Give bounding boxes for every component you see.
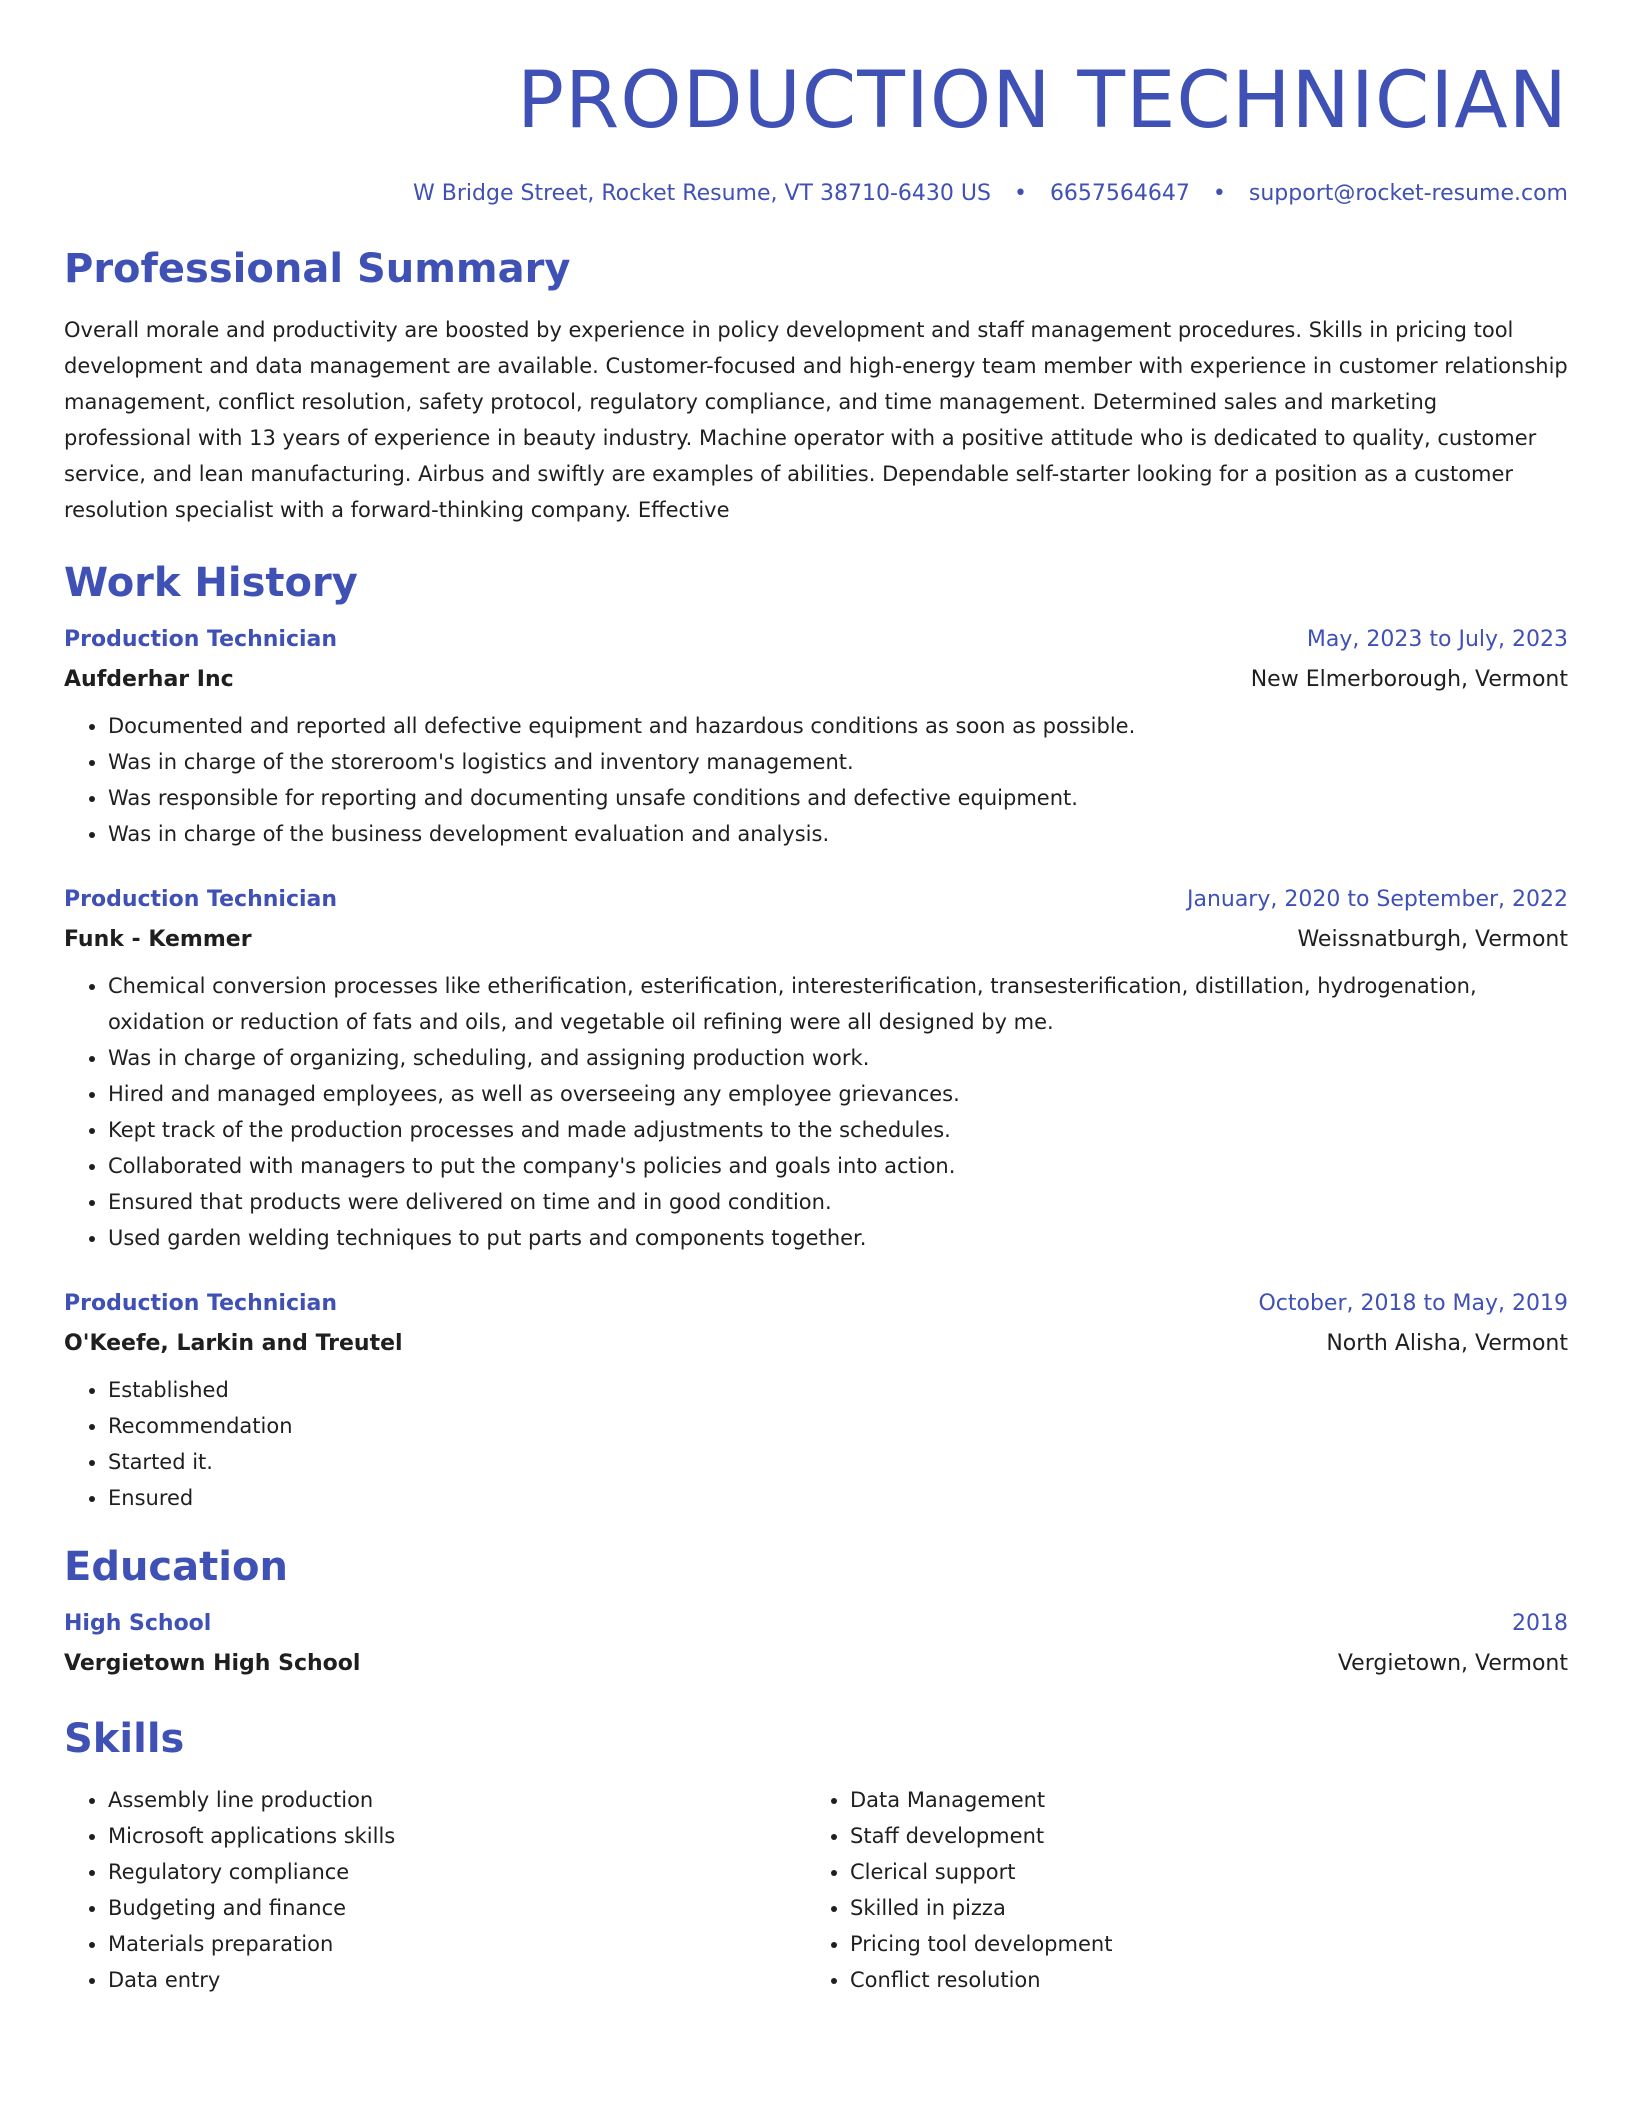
skill-item: • Staff development [850, 1818, 1548, 1854]
job-entry [64, 1290, 1568, 1516]
contact-separator: • [1013, 181, 1027, 206]
skill-item: • Data entry [108, 1962, 806, 1998]
job-entry [64, 626, 1568, 852]
education-entry [64, 1610, 1568, 1678]
job-location: Weissnatburgh, Vermont [1297, 927, 1568, 952]
job-bullet: • Kept track of the production processes and made adjustments to the schedules. [108, 1112, 1568, 1148]
skills-section-title: Skills [64, 1716, 185, 1762]
skills-grid [64, 1782, 1568, 1998]
resume-page [64, 0, 1568, 1998]
skill-item: • Assembly line production [108, 1782, 806, 1818]
contact-email[interactable]: support@rocket-resume.com [1248, 181, 1568, 206]
contact-separator: • [1212, 181, 1226, 206]
skills-list-left [64, 1782, 806, 1998]
skill-item: • Budgeting and finance [108, 1890, 806, 1926]
job-role: Production Technician [64, 887, 338, 912]
job-bullet: • Recommendation [108, 1408, 1568, 1444]
resume-name-heading: PRODUCTION TECHNICIAN [517, 56, 1568, 146]
job-dates: October, 2018 to May, 2019 [1258, 1291, 1568, 1316]
job-bullet: • Documented and reported all defective equipment and hazardous conditions as soon as possible. [108, 708, 1568, 744]
job-bullets [64, 1372, 1568, 1516]
job-dates: May, 2023 to July, 2023 [1306, 627, 1568, 652]
job-company-row [64, 1330, 1568, 1358]
job-location: New Elmerborough, Vermont [1250, 667, 1568, 692]
job-role-row [64, 886, 1568, 914]
job-bullets [64, 708, 1568, 852]
education-school-row [64, 1650, 1568, 1678]
job-location: North Alisha, Vermont [1326, 1331, 1568, 1356]
summary-text: Overall morale and productivity are boosted by experience in policy development and staff management procedures. Skills in pricing tool development and data management are available. Customer-focused and high-energy team member with experience in customer relationship management, conflict resolution, safety protocol, regulatory compliance, and time management. Determined sales and marketing professional with 13 years of experience in beauty industry. Machine operator with a positive attitude who is dedicated to quality, customer service, and lean manufacturing. Airbus and swiftly are examples of abilities. Dependable self-starter looking for a position as a customer resolution specialist with a forward-thinking company. Effective [64, 318, 1568, 522]
skill-item: • Materials preparation [108, 1926, 806, 1962]
job-role: Production Technician [64, 1291, 338, 1316]
education-year: 2018 [1512, 1611, 1568, 1636]
work-history-section-title: Work History [64, 560, 358, 606]
skill-item: • Pricing tool development [850, 1926, 1548, 1962]
job-role-row [64, 626, 1568, 654]
job-bullet: • Hired and managed employees, as well as overseeing any employee grievances. [108, 1076, 1568, 1112]
summary-section-title: Professional Summary [64, 246, 571, 292]
contact-line [64, 180, 1568, 208]
job-company: Funk - Kemmer [64, 927, 252, 952]
job-bullet: • Started it. [108, 1444, 1568, 1480]
job-bullet: • Was in charge of the business development evaluation and analysis. [108, 816, 1568, 852]
education-school: Vergietown High School [64, 1651, 361, 1676]
job-bullet: • Used garden welding techniques to put parts and components together. [108, 1220, 1568, 1256]
job-company: O'Keefe, Larkin and Treutel [64, 1331, 403, 1356]
job-bullet: • Ensured [108, 1480, 1568, 1516]
job-bullet: • Established [108, 1372, 1568, 1408]
skill-item: • Microsoft applications skills [108, 1818, 806, 1854]
skill-item: • Conflict resolution [850, 1962, 1548, 1998]
job-bullet: • Was in charge of the storeroom's logistics and inventory management. [108, 744, 1568, 780]
education-degree-row [64, 1610, 1568, 1638]
job-company-row [64, 666, 1568, 694]
skill-item: • Regulatory compliance [108, 1854, 806, 1890]
contact-address: W Bridge Street, Rocket Resume, VT 38710-6430 US [413, 181, 991, 206]
job-role: Production Technician [64, 627, 338, 652]
skill-item: • Skilled in pizza [850, 1890, 1548, 1926]
job-dates: January, 2020 to September, 2022 [1186, 887, 1568, 912]
job-entry [64, 886, 1568, 1256]
job-role-row [64, 1290, 1568, 1318]
job-bullet: • Chemical conversion processes like etherification, esterification, interesterification, transesterification, distillation, hydrogenation, oxidation or reduction of fats and oils, and vegetable oil refining were all designed by me. [108, 968, 1568, 1040]
contact-phone[interactable]: 6657564647 [1049, 181, 1190, 206]
education-section-title: Education [64, 1544, 288, 1590]
job-bullet: • Was in charge of organizing, scheduling, and assigning production work. [108, 1040, 1568, 1076]
skills-list-right [806, 1782, 1548, 1998]
job-bullet: • Ensured that products were delivered on time and in good condition. [108, 1184, 1568, 1220]
job-bullet: • Was responsible for reporting and documenting unsafe conditions and defective equipment. [108, 780, 1568, 816]
education-location: Vergietown, Vermont [1337, 1651, 1568, 1676]
skill-item: • Data Management [850, 1782, 1548, 1818]
job-bullet: • Collaborated with managers to put the company's policies and goals into action. [108, 1148, 1568, 1184]
job-company: Aufderhar Inc [64, 667, 234, 692]
job-company-row [64, 926, 1568, 954]
education-degree: High School [64, 1611, 212, 1636]
job-bullets [64, 968, 1568, 1256]
skill-item: • Clerical support [850, 1854, 1548, 1890]
